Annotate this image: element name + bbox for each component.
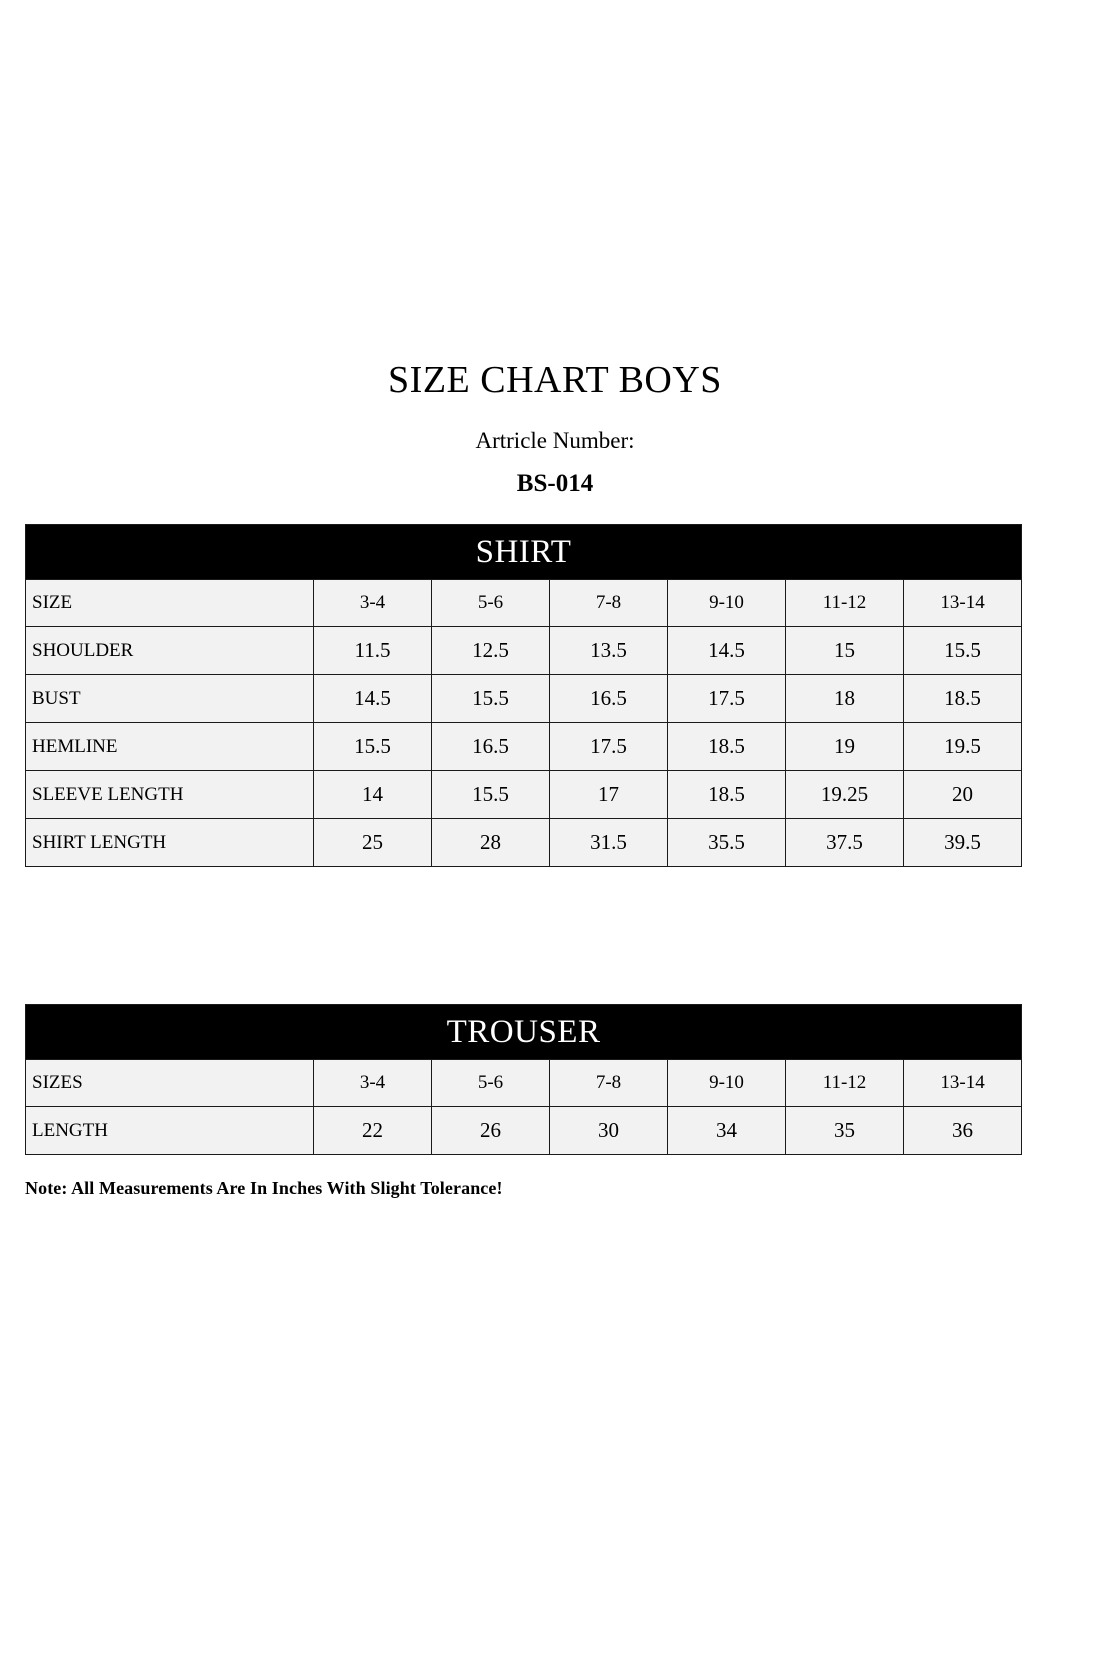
shirt-bust-3-4: 14.5 — [314, 675, 432, 723]
shirt-hemline-5-6: 16.5 — [432, 723, 550, 771]
article-number-value: BS-014 — [516, 470, 594, 497]
shirt-sleeve-5-6: 15.5 — [432, 771, 550, 819]
shirt-hemline-13-14: 19.5 — [904, 723, 1022, 771]
trouser-header-3-4: 3-4 — [314, 1060, 432, 1107]
trouser-header-7-8: 7-8 — [550, 1060, 668, 1107]
shirt-bust-9-10: 17.5 — [668, 675, 786, 723]
shirt-shoulder-7-8: 13.5 — [550, 627, 668, 675]
shirt-length-5-6: 28 — [432, 819, 550, 867]
trouser-header-5-6: 5-6 — [432, 1060, 550, 1107]
trouser-row-label-length: LENGTH — [26, 1107, 314, 1155]
shirt-size-table — [25, 524, 1022, 867]
shirt-sleeve-13-14: 20 — [904, 771, 1022, 819]
table-row — [26, 771, 1022, 819]
shirt-length-11-12: 37.5 — [786, 819, 904, 867]
shirt-row-label-bust: BUST — [26, 675, 314, 723]
shirt-header-7-8: 7-8 — [550, 580, 668, 627]
article-number-label: Artricle Number: — [475, 428, 635, 453]
trouser-header-13-14: 13-14 — [904, 1060, 1022, 1107]
shirt-hemline-11-12: 19 — [786, 723, 904, 771]
trouser-banner: TROUSER — [26, 1005, 1022, 1060]
shirt-header-9-10: 9-10 — [668, 580, 786, 627]
shirt-row-label-shoulder: SHOULDER — [26, 627, 314, 675]
shirt-row-label-sleeve-length: SLEEVE LENGTH — [26, 771, 314, 819]
shirt-length-7-8: 31.5 — [550, 819, 668, 867]
trouser-length-7-8: 30 — [550, 1107, 668, 1155]
shirt-length-3-4: 25 — [314, 819, 432, 867]
trouser-size-table — [25, 1004, 1022, 1155]
shirt-shoulder-5-6: 12.5 — [432, 627, 550, 675]
shirt-sleeve-7-8: 17 — [550, 771, 668, 819]
table-row — [26, 1107, 1022, 1155]
shirt-length-9-10: 35.5 — [668, 819, 786, 867]
trouser-length-9-10: 34 — [668, 1107, 786, 1155]
shirt-bust-11-12: 18 — [786, 675, 904, 723]
shirt-shoulder-11-12: 15 — [786, 627, 904, 675]
table-row — [26, 819, 1022, 867]
shirt-bust-5-6: 15.5 — [432, 675, 550, 723]
shirt-shoulder-13-14: 15.5 — [904, 627, 1022, 675]
shirt-hemline-3-4: 15.5 — [314, 723, 432, 771]
shirt-header-5-6: 5-6 — [432, 580, 550, 627]
shirt-header-3-4: 3-4 — [314, 580, 432, 627]
table-row — [26, 627, 1022, 675]
trouser-length-13-14: 36 — [904, 1107, 1022, 1155]
shirt-header-11-12: 11-12 — [786, 580, 904, 627]
shirt-sleeve-11-12: 19.25 — [786, 771, 904, 819]
shirt-banner: SHIRT — [26, 525, 1022, 580]
shirt-header-13-14: 13-14 — [904, 580, 1022, 627]
table-row — [26, 723, 1022, 771]
trouser-length-11-12: 35 — [786, 1107, 904, 1155]
shirt-bust-7-8: 16.5 — [550, 675, 668, 723]
shirt-hemline-7-8: 17.5 — [550, 723, 668, 771]
shirt-sleeve-3-4: 14 — [314, 771, 432, 819]
shirt-row-label-shirt-length: SHIRT LENGTH — [26, 819, 314, 867]
page-title: SIZE CHART BOYS — [388, 359, 722, 401]
trouser-banner-row — [26, 1005, 1022, 1060]
shirt-bust-13-14: 18.5 — [904, 675, 1022, 723]
trouser-header-9-10: 9-10 — [668, 1060, 786, 1107]
trouser-header-row — [26, 1060, 1022, 1107]
trouser-header-11-12: 11-12 — [786, 1060, 904, 1107]
shirt-row-label-hemline: HEMLINE — [26, 723, 314, 771]
shirt-header-row — [26, 580, 1022, 627]
trouser-header-sizes: SIZES — [26, 1060, 314, 1107]
shirt-shoulder-9-10: 14.5 — [668, 627, 786, 675]
shirt-length-13-14: 39.5 — [904, 819, 1022, 867]
shirt-shoulder-3-4: 11.5 — [314, 627, 432, 675]
shirt-banner-row — [26, 525, 1022, 580]
measurement-note: Note: All Measurements Are In Inches With Slight Tolerance! — [25, 1178, 503, 1198]
trouser-length-3-4: 22 — [314, 1107, 432, 1155]
shirt-sleeve-9-10: 18.5 — [668, 771, 786, 819]
table-row — [26, 675, 1022, 723]
trouser-length-5-6: 26 — [432, 1107, 550, 1155]
shirt-hemline-9-10: 18.5 — [668, 723, 786, 771]
shirt-header-size: SIZE — [26, 580, 314, 627]
